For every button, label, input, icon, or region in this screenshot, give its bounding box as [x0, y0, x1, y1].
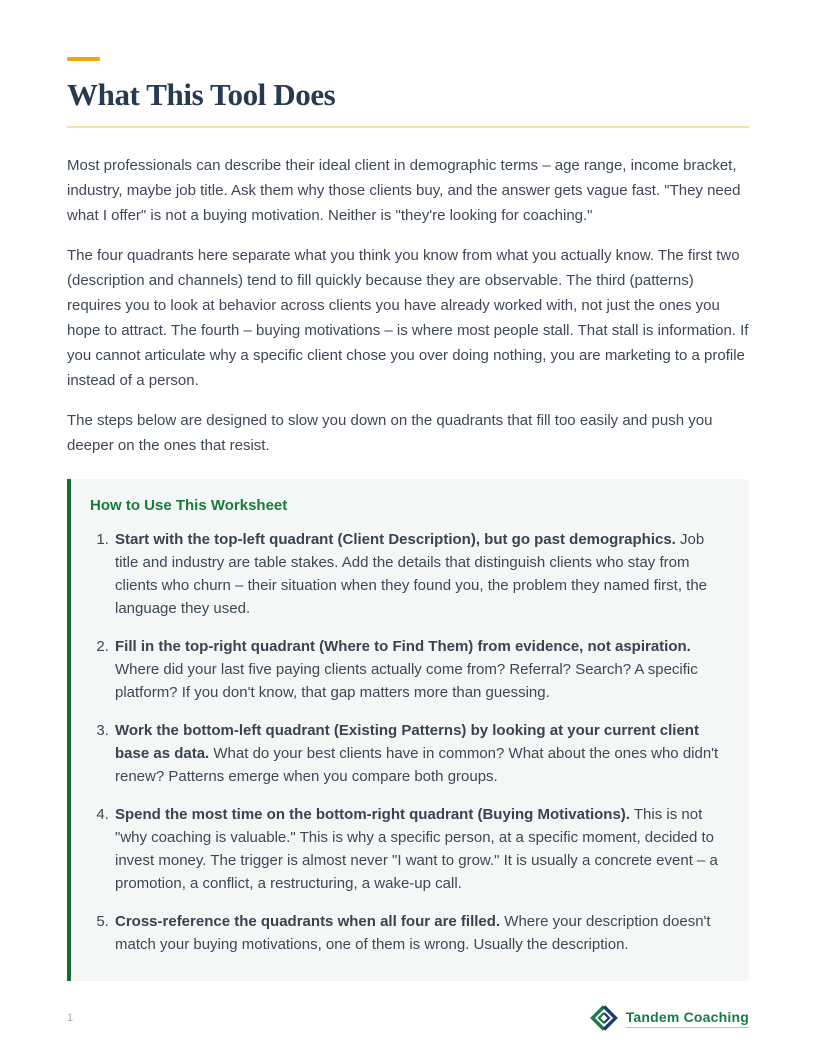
intro-paragraphs	[67, 153, 749, 458]
intro-paragraph-3: The steps below are designed to slow you down on the quadrants that fill too easily and push you deeper on the ones that resist.	[67, 412, 713, 454]
step-2-lead: Fill in the top-right quadrant (Where to Find Them) from evidence, not aspiration.	[115, 638, 691, 655]
step-3-body: What do your best clients have in common? What about the ones who didn't renew? Patterns emerge when you compare both groups.	[115, 745, 719, 785]
page-title: What This Tool Does	[67, 77, 336, 112]
step-1-lead: Start with the top-left quadrant (Client Description), but go past demographics.	[115, 531, 676, 548]
title-underline	[67, 126, 749, 128]
worksheet-step-3	[113, 719, 723, 788]
intro-paragraph-1: Most professionals can describe their ideal client in demographic terms – age range, income bracket, industry, maybe job title. Ask them why those clients buy, and the answer gets vague fast. "They need what I offer" is not a buying motivation. Neither is "they're looking for coaching."	[67, 157, 741, 224]
worksheet-step-1	[113, 528, 723, 620]
step-4-body: This is not "why coaching is valuable." This is why a specific person, at a specific moment, decided to invest money. The trigger is almost never "I want to grow." It is usually a concrete event – a promotion, a conflict, a restructuring, a wake-up call.	[115, 806, 718, 892]
step-3-lead: Work the bottom-left quadrant (Existing Patterns) by looking at your current client base as data.	[115, 722, 699, 762]
worksheet-step-4	[113, 803, 723, 895]
step-4-lead: Spend the most time on the bottom-right quadrant (Buying Motivations).	[115, 806, 630, 823]
step-5-lead: Cross-reference the quadrants when all four are filled.	[115, 913, 501, 930]
page-content	[67, 0, 749, 981]
step-2-body: Where did your last five paying clients actually come from? Referral? Search? A specific platform? If you don't know, that gap matters more than guessing.	[115, 661, 698, 701]
accent-bar	[67, 57, 100, 61]
tandem-coaching-logo	[590, 1004, 749, 1032]
intro-paragraph-2: The four quadrants here separate what you think you know from what you actually know. The first two (description and channels) tend to fill quickly because they are observable. The third (patterns) requires you to look at behavior across clients you have already worked with, not just the ones you hope to attract. The fourth – buying motivations – is where most people stall. That stall is information. If you cannot articulate why a specific client chose you over doing nothing, you are marketing to a profile instead of a person.	[67, 247, 749, 389]
callout-heading: How to Use This Worksheet	[90, 497, 288, 514]
page-number: 1	[67, 1012, 74, 1024]
worksheet-steps-list	[90, 528, 723, 956]
worksheet-step-2	[113, 635, 723, 704]
step-5-body: Where your description doesn't match your buying motivations, one of them is wrong. Usually the description.	[115, 913, 711, 953]
how-to-use-callout	[67, 479, 749, 981]
page-footer	[67, 1004, 749, 1032]
tandem-diamond-icon	[590, 1004, 618, 1032]
step-1-body: Job title and industry are table stakes. Add the details that distinguish clients who stay from clients who churn – their situation when they found you, the problem they named first, the language they used.	[115, 531, 708, 617]
worksheet-step-5	[113, 910, 723, 956]
logo-wordmark: Tandem Coaching	[626, 1009, 749, 1028]
